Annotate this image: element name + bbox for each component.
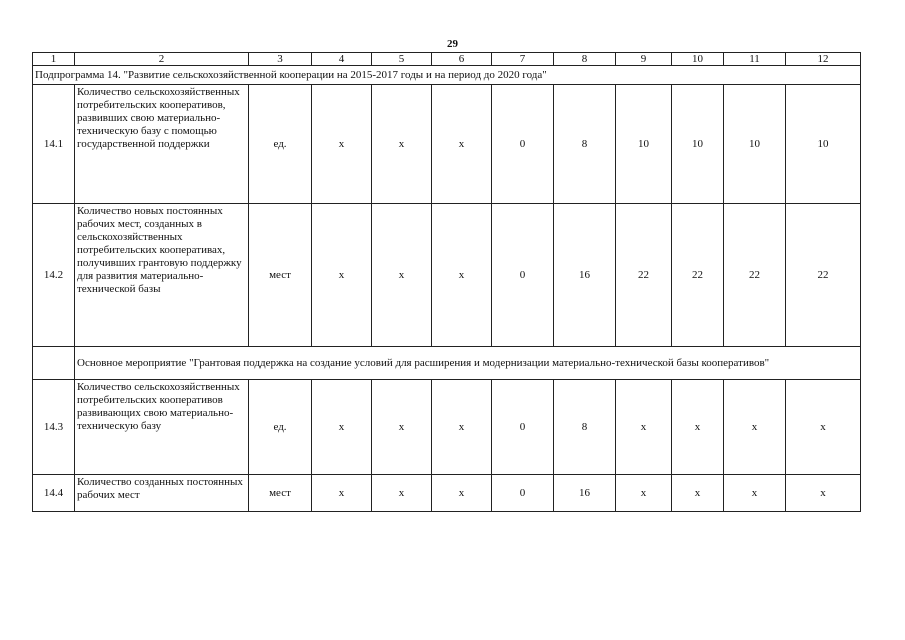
header-cell: 12 [786, 53, 861, 66]
row-value: x [432, 204, 492, 347]
header-cell: 3 [249, 53, 312, 66]
row-unit: ед. [249, 85, 312, 204]
row-value: x [432, 475, 492, 512]
row-value: 0 [492, 475, 554, 512]
row-value: 10 [672, 85, 724, 204]
header-cell: 2 [75, 53, 249, 66]
header-cell: 8 [554, 53, 616, 66]
row-number: 14.1 [33, 85, 75, 204]
row-value: x [372, 204, 432, 347]
row-number: 14.3 [33, 380, 75, 475]
header-cell: 9 [616, 53, 672, 66]
row-value: 0 [492, 204, 554, 347]
row-value: 10 [724, 85, 786, 204]
row-value: 0 [492, 85, 554, 204]
row-value: x [786, 475, 861, 512]
row-value: x [432, 85, 492, 204]
row-value: 10 [616, 85, 672, 204]
header-row [33, 53, 861, 66]
row-value: 16 [554, 204, 616, 347]
row-value: 22 [672, 204, 724, 347]
row-value: 22 [616, 204, 672, 347]
row-number: 14.2 [33, 204, 75, 347]
row-value: x [724, 380, 786, 475]
header-cell: 6 [432, 53, 492, 66]
table-row [33, 85, 861, 204]
table-row [33, 204, 861, 347]
row-value: x [432, 380, 492, 475]
row-number: 14.4 [33, 475, 75, 512]
table-row [33, 380, 861, 475]
row-value: x [616, 380, 672, 475]
row-value: x [672, 380, 724, 475]
row-value: 22 [786, 204, 861, 347]
row-value: x [786, 380, 861, 475]
subprogram-title: Подпрограмма 14. "Развитие сельскохозяйственной кооперации на 2015-2017 годы и на период до 2020 года" [33, 66, 861, 85]
row-value: x [312, 380, 372, 475]
indicator-table [32, 52, 861, 512]
row-value: x [724, 475, 786, 512]
main-event-title: Основное мероприятие "Грантовая поддержка на создание условий для расширения и модернизации материально-технической базы кооперативов" [75, 347, 861, 380]
main-event-row [33, 347, 861, 380]
row-value: x [616, 475, 672, 512]
empty-cell [33, 347, 75, 380]
header-cell: 1 [33, 53, 75, 66]
row-unit: ед. [249, 380, 312, 475]
row-value: 22 [724, 204, 786, 347]
row-value: x [312, 475, 372, 512]
row-unit: мест [249, 204, 312, 347]
row-value: 8 [554, 380, 616, 475]
row-value: 10 [786, 85, 861, 204]
row-description: Количество сельскохозяйственных потребительских кооперативов развивающих свою материально-техническую базу [75, 380, 249, 475]
header-cell: 10 [672, 53, 724, 66]
row-description: Количество созданных постоянных рабочих мест [75, 475, 249, 512]
row-description: Количество новых постоянных рабочих мест, созданных в сельскохозяйственных потребительских кооперативах, получивших грантовую поддержку для развития материально-технической базы [75, 204, 249, 347]
row-value: x [372, 85, 432, 204]
header-cell: 7 [492, 53, 554, 66]
row-description: Количество сельскохозяйственных потребительских кооперативов, развивших свою материально-техническую базу с помощью государственной поддержки [75, 85, 249, 204]
row-value: 0 [492, 380, 554, 475]
header-cell: 5 [372, 53, 432, 66]
row-unit: мест [249, 475, 312, 512]
row-value: x [372, 380, 432, 475]
row-value: x [672, 475, 724, 512]
page-number: 29 [447, 38, 458, 50]
row-value: x [372, 475, 432, 512]
header-cell: 4 [312, 53, 372, 66]
subprogram-row [33, 66, 861, 85]
header-cell: 11 [724, 53, 786, 66]
table-row [33, 475, 861, 512]
row-value: 16 [554, 475, 616, 512]
row-value: x [312, 204, 372, 347]
row-value: x [312, 85, 372, 204]
row-value: 8 [554, 85, 616, 204]
